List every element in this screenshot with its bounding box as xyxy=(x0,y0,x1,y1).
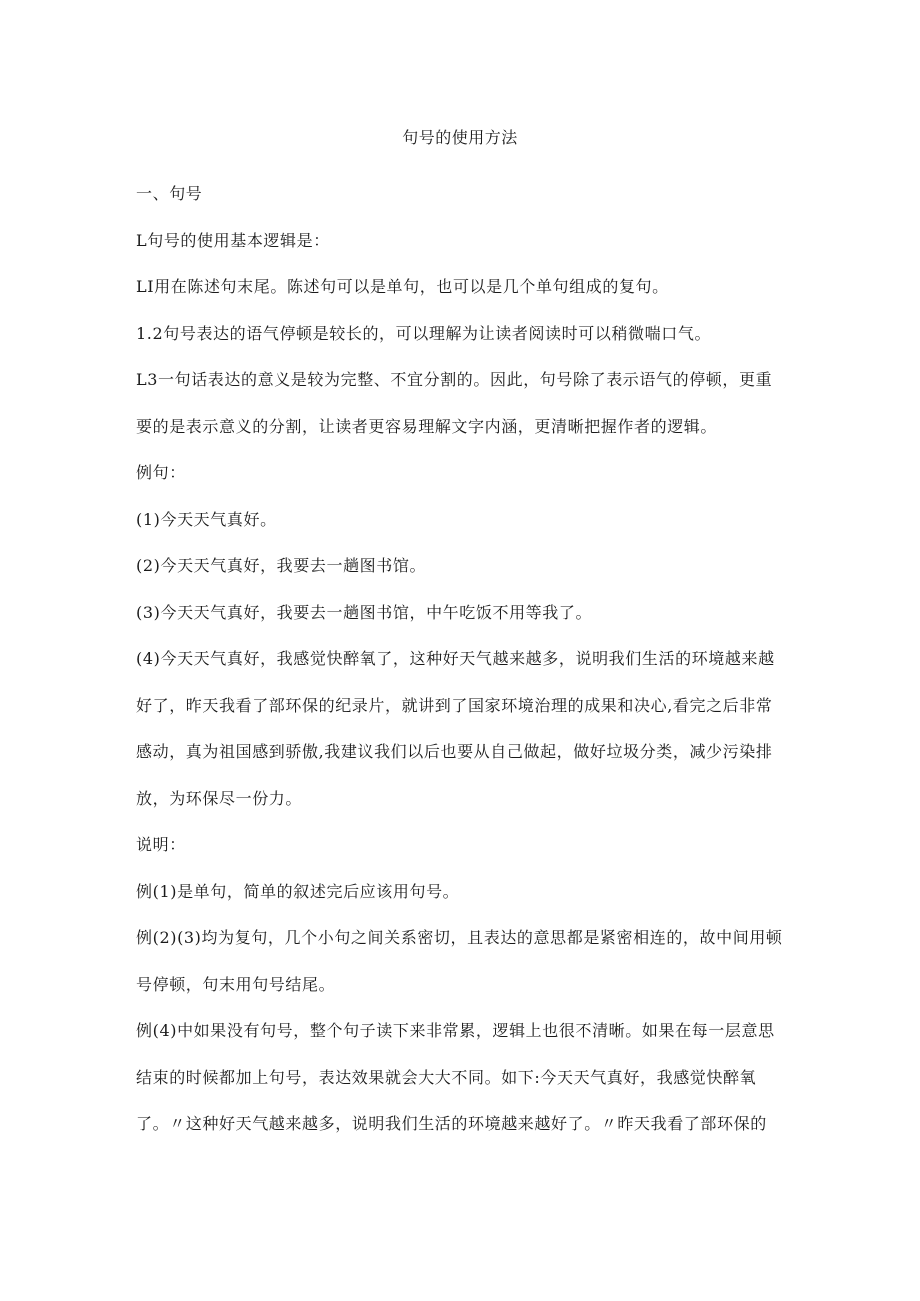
paragraph-1-1: LI用在陈述句末尾。陈述句可以是单句，也可以是几个单句组成的复句。 xyxy=(136,277,669,296)
explanation-1: 例(1)是单句，简单的叙述完后应该用句号。 xyxy=(136,881,460,901)
example-2: (2)今天天气真好，我要去一趟图书馆。 xyxy=(136,556,427,575)
example-4: (4)今天天气真好，我感觉快醉氧了，这种好天气越来越多，说明我们生活的环境越来越好了，昨天我看了部环保的纪录片，就讲到了国家环境治理的成果和决心,看完之后非常感动，真为祖国感到骄傲,我建议我们以后也要从自己做起，做好垃圾分类，减少污染排放，为环保尽一份力。 xyxy=(136,649,775,808)
paragraph-1-2: 1.2句号表达的语气停顿是较长的，可以理解为让读者阅读时可以稍微喘口气。 xyxy=(136,323,712,343)
paragraph-basic-logic: L句号的使用基本逻辑是： xyxy=(136,230,330,250)
explanation-2-3: 例(2)(3)均为复句，几个小句之间关系密切，且表达的意思都是紧密相连的，故中间用顿号停顿，句末用句号结尾。 xyxy=(136,928,783,994)
explanation-4: 例(4)中如果没有句号，整个句子读下来非常累，逻辑上也很不清晰。如果在每一层意思结束的时候都加上句号，表达效果就会大大不同。如下:今天天气真好，我感觉快醉氧了。〃这种好天气越来越多，说明我们生活的环境越来越好了。〃昨天我看了部环保的 xyxy=(136,1021,775,1133)
examples-heading: 例句： xyxy=(136,463,186,482)
paragraph-1-3: L3一句话表达的意义是较为完整、不宜分割的。因此，句号除了表示语气的停顿，更重要的是表示意义的分割，让读者更容易理解文字内涵，更清晰把握作者的逻辑。 xyxy=(136,370,773,436)
section-heading: 一、句号 xyxy=(136,184,203,203)
example-1: (1)今天天气真好。 xyxy=(136,509,277,529)
document-body xyxy=(136,171,786,1148)
page-title: 句号的使用方法 xyxy=(402,128,518,147)
example-3: (3)今天天气真好，我要去一趟图书馆，中午吃饭不用等我了。 xyxy=(136,602,593,622)
explanation-heading: 说明： xyxy=(136,835,186,854)
